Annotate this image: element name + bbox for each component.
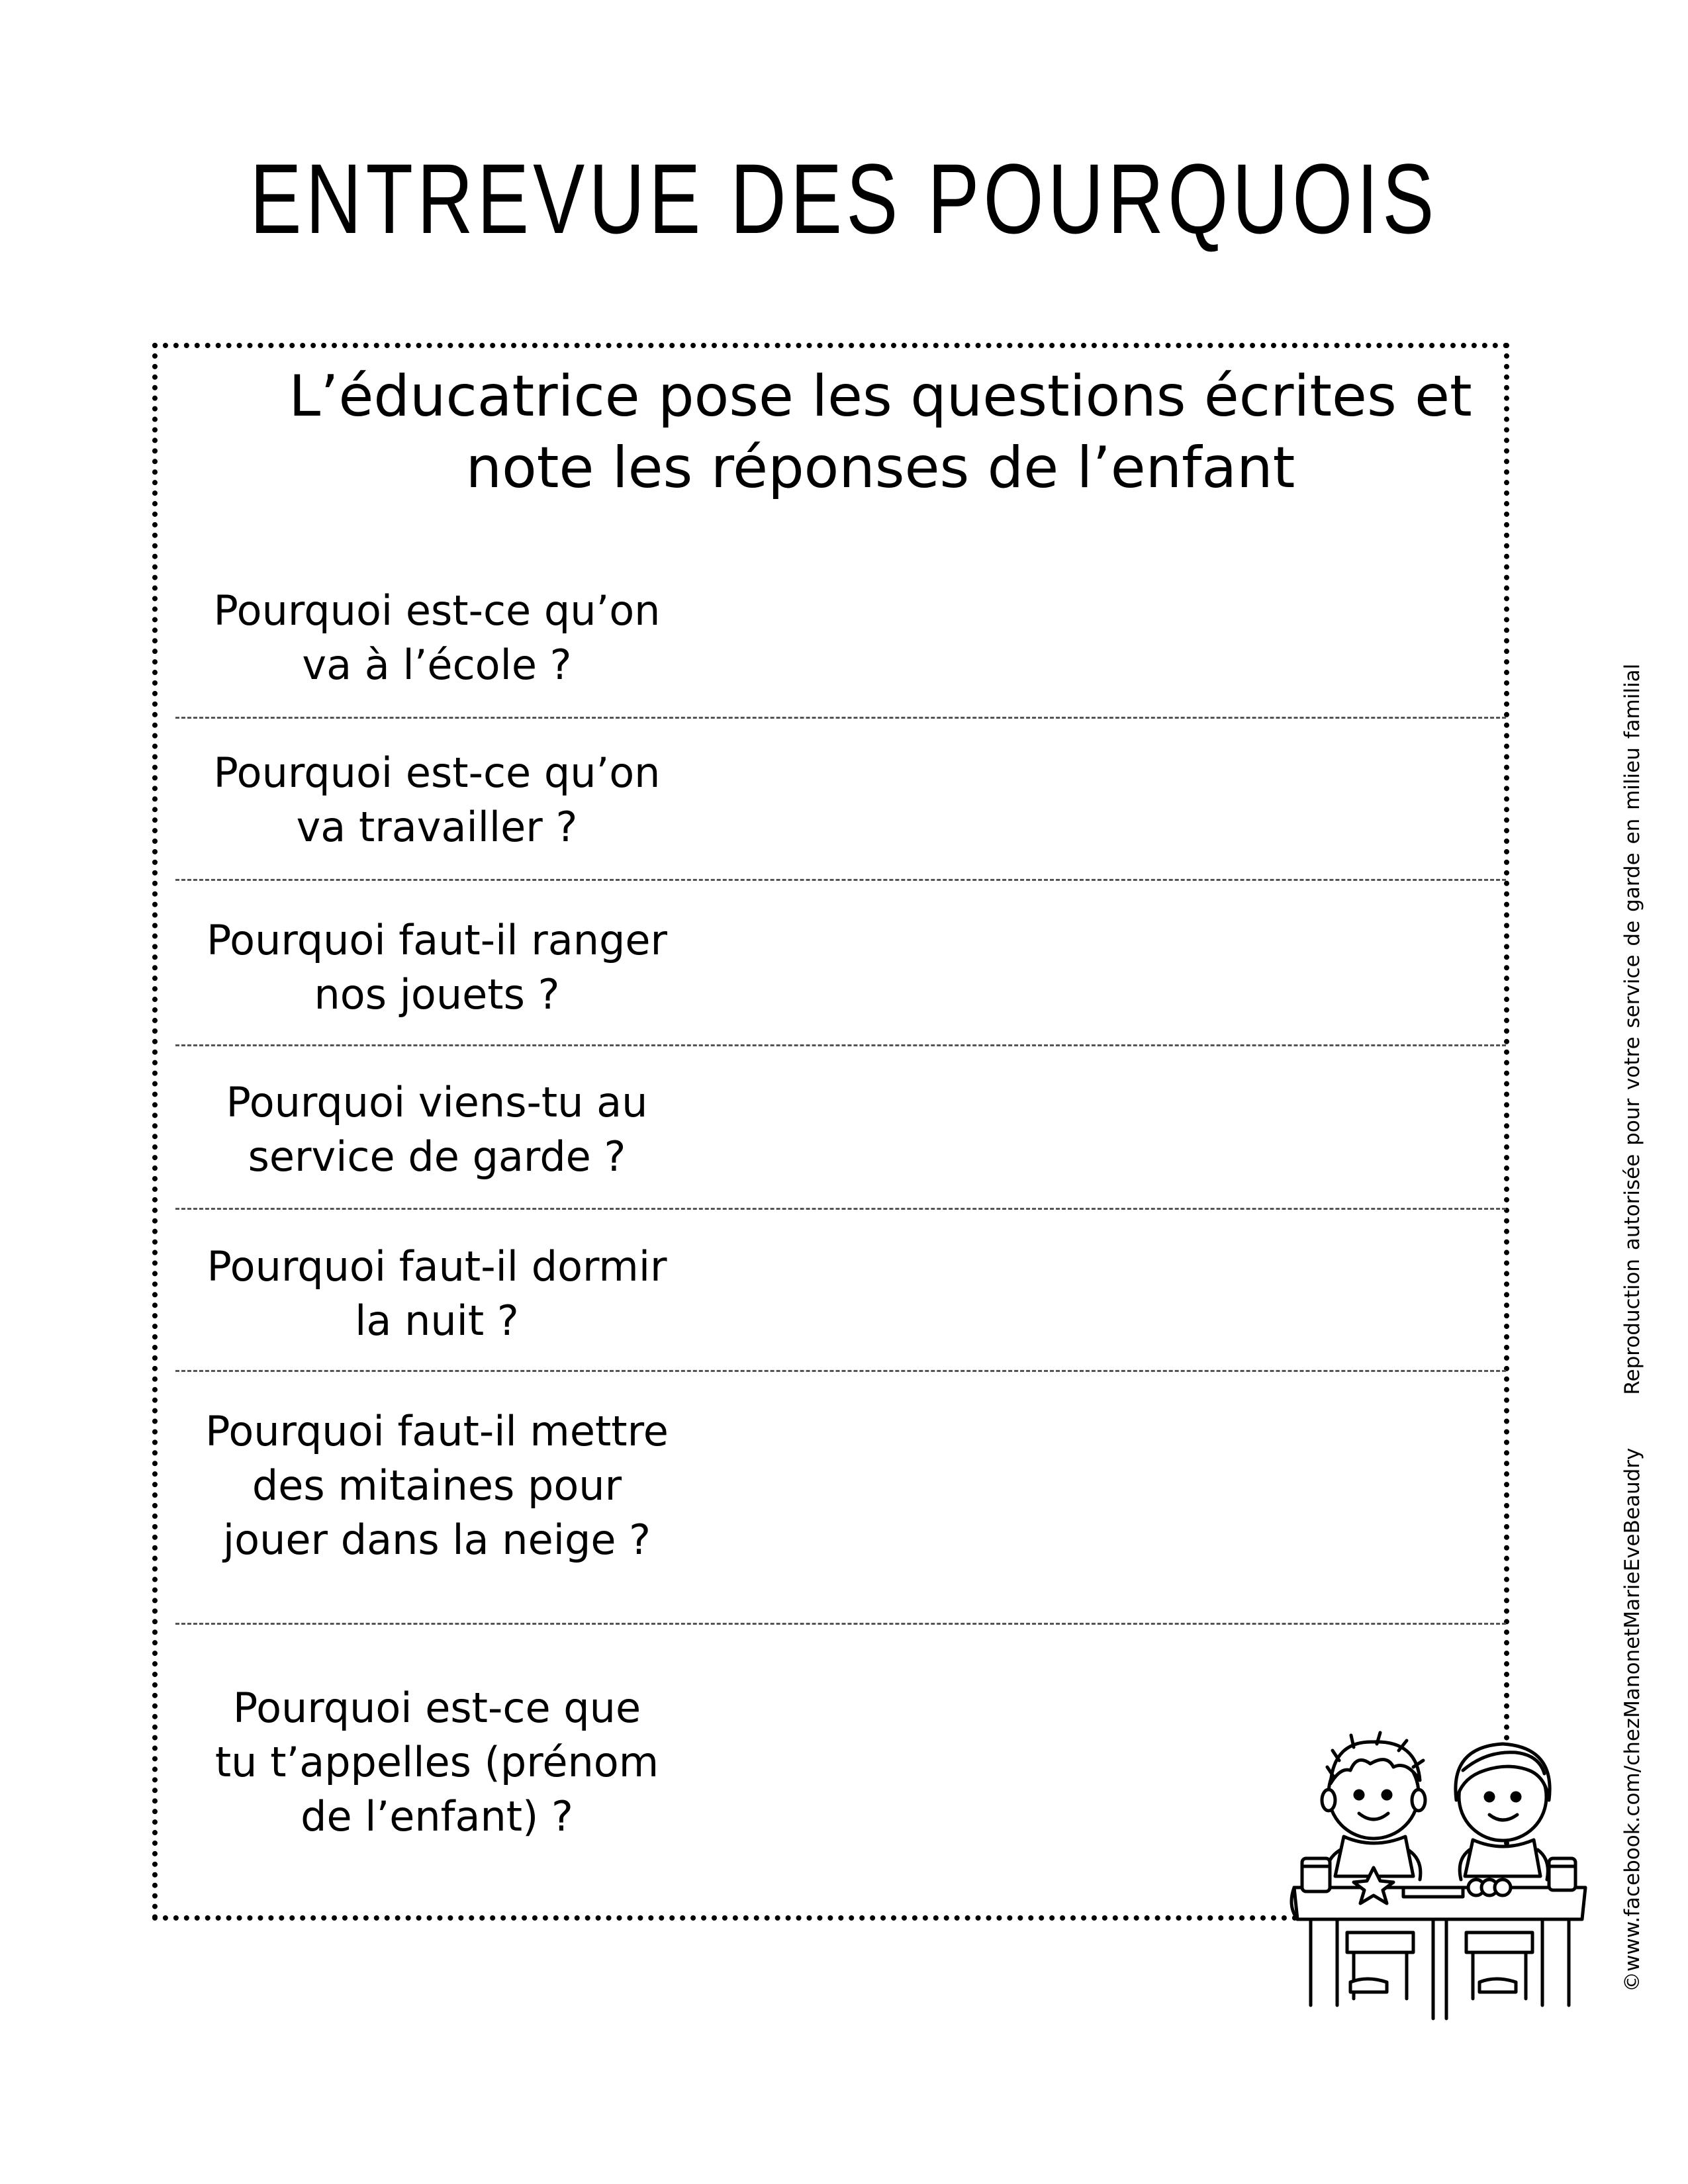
instruction-line-2: note les réponses de l’enfant — [465, 435, 1295, 501]
question-line: Pourquoi faut-il dormir — [207, 1242, 667, 1291]
separator-line — [175, 1623, 1506, 1625]
question-line: des mitaines pour — [252, 1461, 622, 1510]
question-3 — [172, 913, 702, 1022]
separator-line — [175, 1044, 1506, 1046]
license-text: Reproduction autorisée pour votre service de garde en milieu familial — [1620, 663, 1644, 1395]
page-title: ENTREVUE DES POURQUOIS — [250, 143, 1438, 254]
separator-line — [175, 1370, 1506, 1372]
separator-line — [175, 1208, 1506, 1210]
question-line: nos jouets ? — [314, 970, 560, 1019]
question-line: va travailler ? — [296, 803, 578, 851]
question-line: va à l’école ? — [302, 641, 572, 689]
question-7 — [172, 1681, 702, 1844]
side-credit — [1619, 664, 1646, 1992]
instruction-text — [238, 361, 1523, 504]
question-line: Pourquoi faut-il mettre — [205, 1407, 669, 1455]
children-at-desk-icon — [1288, 1714, 1592, 2025]
question-line: de l’enfant) ? — [301, 1792, 573, 1841]
question-1 — [172, 584, 702, 692]
separator-line — [175, 717, 1506, 719]
question-line: jouer dans la neige ? — [222, 1516, 651, 1564]
question-line: Pourquoi viens-tu au — [226, 1078, 648, 1126]
question-2 — [172, 746, 702, 854]
instruction-line-1: L’éducatrice pose les questions écrites et — [289, 363, 1472, 430]
question-line: service de garde ? — [248, 1132, 626, 1181]
question-line: tu t’appelles (prénom — [214, 1738, 659, 1786]
question-6 — [172, 1404, 702, 1567]
question-line: Pourquoi est-ce que — [232, 1684, 641, 1732]
question-5 — [172, 1240, 702, 1348]
question-line: la nuit ? — [355, 1297, 519, 1345]
question-line: Pourquoi est-ce qu’on — [213, 586, 661, 635]
question-line: Pourquoi est-ce qu’on — [213, 749, 661, 797]
question-4 — [172, 1075, 702, 1184]
copyright-text: ©www.facebook.com/chezManonetMarieEveBeaudry — [1620, 1447, 1644, 1992]
question-line: Pourquoi faut-il ranger — [206, 916, 668, 964]
separator-line — [175, 879, 1506, 881]
